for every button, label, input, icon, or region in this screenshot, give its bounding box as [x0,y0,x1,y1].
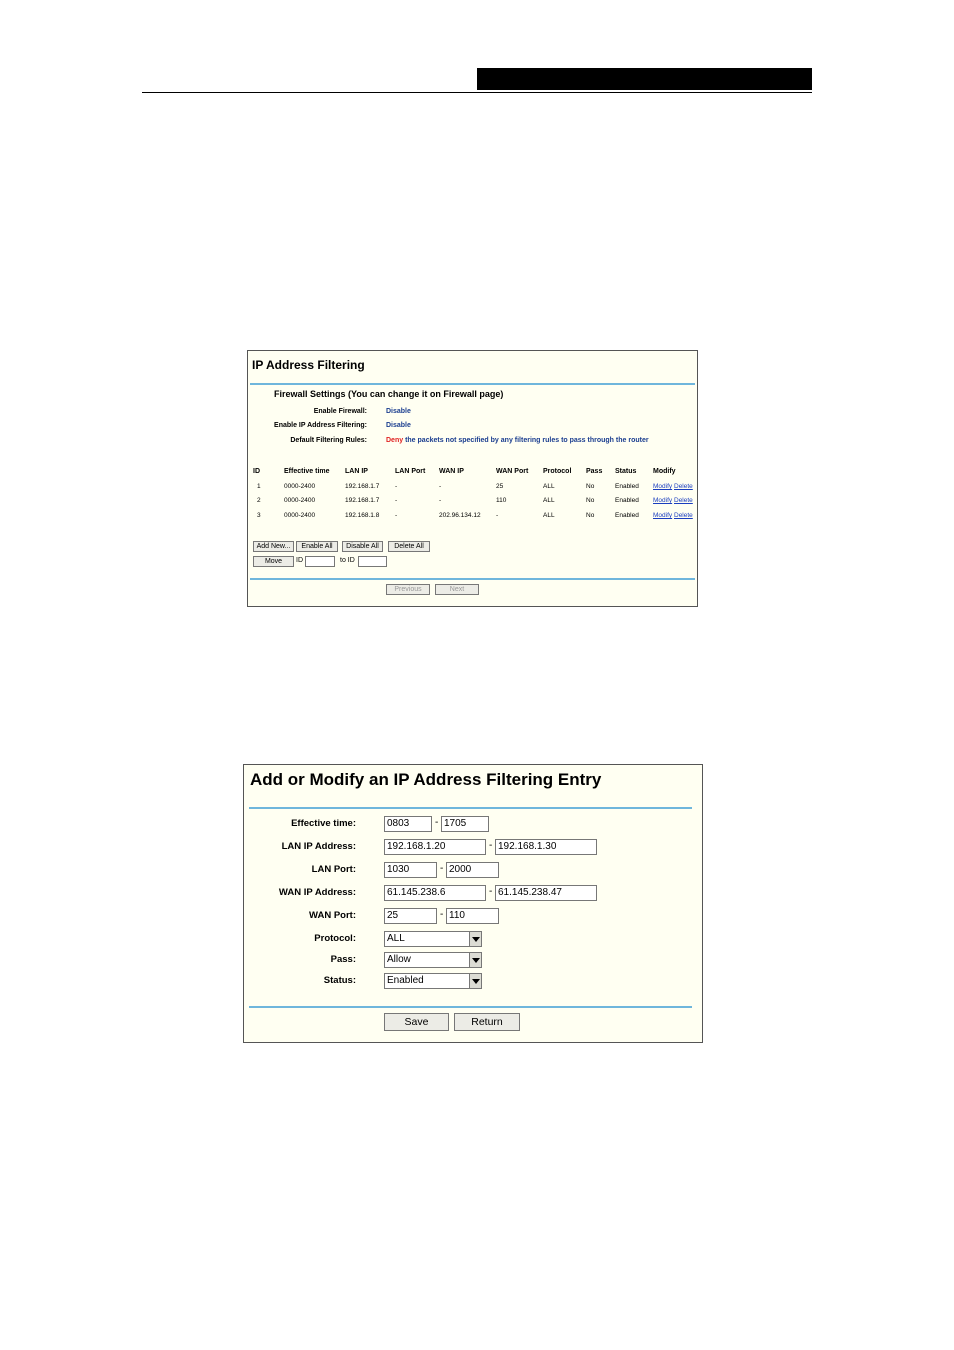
entry-footer-divider [249,1006,692,1008]
lan-port-end-input[interactable]: 2000 [446,862,499,878]
modify-link[interactable]: Modify [653,512,673,519]
cell-pass: No [586,497,595,504]
default-rules-label: Default Filtering Rules: [290,437,367,444]
enable-firewall-label: Enable Firewall: [313,408,367,415]
cell-protocol: ALL [543,512,555,519]
ip-filtering-panel [247,350,698,607]
page-title: IP Address Filtering [252,358,365,372]
cell-wan-port: 110 [496,497,507,504]
delete-all-button[interactable]: Delete All [388,541,430,552]
wan-port-end-input[interactable]: 110 [446,908,499,924]
status-label: Status: [323,975,356,986]
cell-lan-ip: 192.168.1.7 [345,497,380,504]
lan-ip-label: LAN IP Address: [281,841,356,852]
effective-time-label: Effective time: [291,818,356,829]
protocol-label: Protocol: [314,933,356,944]
cell-time: 0000-2400 [284,483,316,490]
separator: - [440,863,444,874]
cell-status: Enabled [615,483,639,490]
wan-port-start-input[interactable]: 25 [384,908,437,924]
enable-all-button[interactable]: Enable All [296,541,338,552]
modify-link[interactable]: Modify [653,483,673,490]
entry-title-divider [249,807,692,809]
cell-pass: No [586,483,595,490]
add-modify-entry-panel [243,764,703,1043]
save-button[interactable]: Save [384,1013,449,1031]
pass-select[interactable] [384,952,482,968]
default-rules-text: the packets not specified by any filtering rules to pass through the router [405,437,649,444]
cell-lan-port: - [395,512,398,519]
lan-ip-end-input[interactable]: 192.168.1.30 [495,839,597,855]
footer-divider [250,578,695,580]
lan-ip-start-input[interactable]: 192.168.1.20 [384,839,486,855]
effective-time-start-input[interactable]: 0803 [384,816,432,832]
effective-time-end-input[interactable]: 1705 [441,816,489,832]
move-to-id-label: to ID [340,557,355,564]
cell-wan-ip: - [439,483,442,490]
default-rules-value [386,437,649,444]
protocol-value: ALL [387,933,405,944]
next-button[interactable]: Next [435,584,479,595]
wan-ip-end-input[interactable]: 61.145.238.47 [495,885,597,901]
cell-time: 0000-2400 [284,497,316,504]
delete-link[interactable]: Delete [674,483,693,490]
header-bar [477,68,812,90]
move-button[interactable]: Move [253,556,294,567]
title-divider [250,383,695,385]
chevron-down-icon [469,953,481,967]
delete-link[interactable]: Delete [674,497,693,504]
cell-protocol: ALL [543,497,555,504]
col-id: ID [253,468,260,475]
wan-port-label: WAN Port: [309,910,356,921]
deny-text: Deny [386,437,404,444]
header-rule [142,92,812,93]
cell-lan-ip: 192.168.1.8 [345,512,380,519]
col-status: Status [615,468,637,475]
cell-wan-ip: 202.96.134.12 [439,512,481,519]
wan-ip-start-input[interactable]: 61.145.238.6 [384,885,486,901]
delete-link[interactable]: Delete [674,512,693,519]
move-from-id-input[interactable] [305,556,335,567]
enable-ip-filtering-label: Enable IP Address Filtering: [274,422,367,429]
col-lan-ip: LAN IP [345,468,368,475]
cell-pass: No [586,512,595,519]
return-button[interactable]: Return [454,1013,520,1031]
pass-value: Allow [387,954,411,965]
cell-id: 3 [257,512,261,519]
col-lan-port: LAN Port [395,468,426,475]
col-effective-time: Effective time [284,468,330,475]
protocol-select[interactable] [384,931,482,947]
cell-wan-port: - [496,512,499,519]
modify-link[interactable]: Modify [653,497,673,504]
firewall-settings-heading: Firewall Settings (You can change it on Firewall page) [274,389,504,399]
add-new-button[interactable]: Add New... [253,541,294,552]
entry-title: Add or Modify an IP Address Filtering Entry [250,770,602,789]
col-pass: Pass [586,468,603,475]
separator: - [489,886,493,897]
status-select[interactable] [384,973,482,989]
previous-button[interactable]: Previous [386,584,430,595]
cell-lan-port: - [395,483,398,490]
separator: - [435,817,439,828]
col-wan-port: WAN Port [496,468,529,475]
status-value: Enabled [387,975,424,986]
cell-time: 0000-2400 [284,512,316,519]
chevron-down-icon [469,974,481,988]
cell-status: Enabled [615,497,639,504]
cell-lan-ip: 192.168.1.7 [345,483,380,490]
chevron-down-icon [469,932,481,946]
enable-ip-filtering-value: Disable [386,422,411,429]
enable-firewall-value: Disable [386,408,411,415]
disable-all-button[interactable]: Disable All [342,541,383,552]
cell-wan-port: 25 [496,483,504,490]
col-protocol: Protocol [543,468,572,475]
cell-wan-ip: - [439,497,442,504]
separator: - [489,840,493,851]
col-wan-ip: WAN IP [439,468,464,475]
pass-label: Pass: [330,954,356,965]
cell-status: Enabled [615,512,639,519]
col-modify: Modify [653,468,676,475]
separator: - [440,909,444,920]
lan-port-label: LAN Port: [311,864,356,875]
cell-id: 1 [257,483,261,490]
move-to-id-input[interactable] [358,556,387,567]
cell-id: 2 [257,497,261,504]
cell-protocol: ALL [543,483,555,490]
move-id-label: ID [296,557,303,564]
wan-ip-label: WAN IP Address: [278,887,356,898]
lan-port-start-input[interactable]: 1030 [384,862,437,878]
cell-lan-port: - [395,497,398,504]
